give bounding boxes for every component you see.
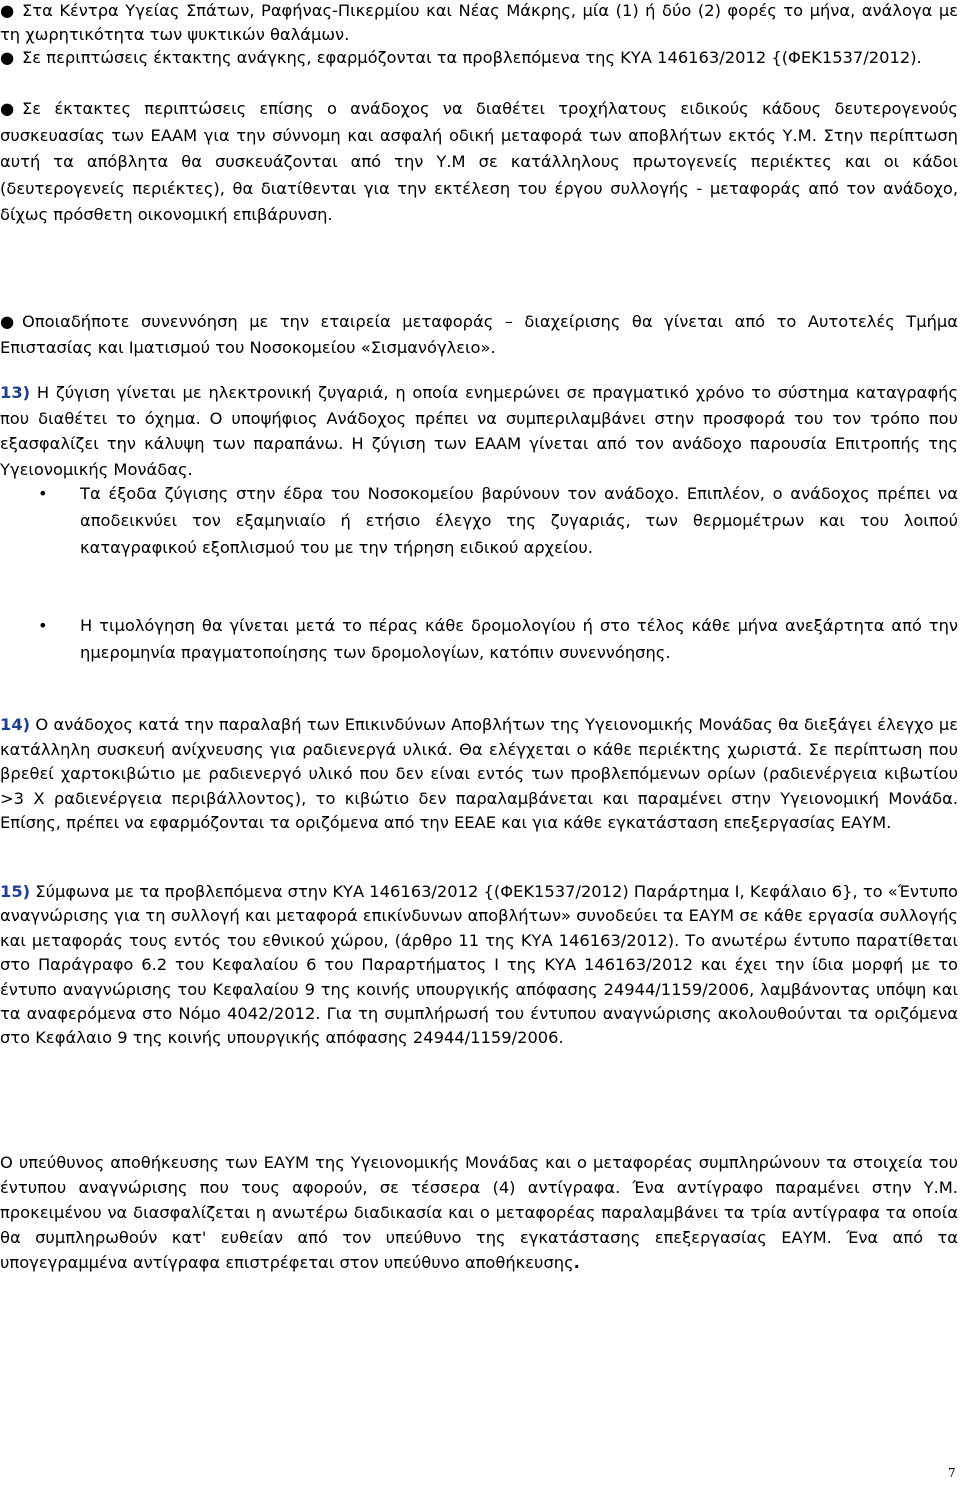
section-number: 15) xyxy=(0,882,31,901)
section-13-paragraph: 13) Η ζύγιση γίνεται με ηλεκτρονική ζυγαριά, η οποία ενημερώνει σε πραγματικό χρόνο το σύστημα καταγραφής που διαθέτει το όχημα. Ο υποψήφιος Ανάδοχος πρέπει να συμπεριλαμβάνει στην προσφορά του τον τρόπο που εξασφαλίζει την κάλυψη των παραπάνω. Η ζύγιση των ΕΑΑΜ γίνεται από τον ανάδοχο παρουσία Επιτροπής της Υγειονομικής Μονάδας. xyxy=(0,383,958,479)
bullet-paragraph-communication: ● Οποιαδήποτε συνεννόηση με την εταιρεία μεταφοράς – διαχείρισης θα γίνεται από το Αυτοτελές Τμήμα Επιστασίας και Ιματισμού του Νοσοκομείου «Σισμανόγλειο». xyxy=(0,309,958,361)
page-number: 7 xyxy=(948,1466,956,1480)
bullet-paragraph-wheeled-bins: ● Σε έκτακτες περιπτώσεις επίσης ο ανάδοχος να διαθέτει τροχήλατους ειδικούς κάδους δευτερογενούς συσκευασίας των ΕΑΑΜ για την σύννομη και ασφαλή οδική μεταφορά των αποβλήτων εκτός Υ.Μ. Στην περίπτωση αυτή τα απόβλητα θα συσκευάζονται από την Υ.Μ σε κατάλληλους πρωτογενείς περιέκτες και οι κάδοι (δευτερογενείς περιέκτες), θα διατίθενται για την εκτέλεση του έργου συλλογής - μεταφοράς από τον ανάδοχο, δίχως πρόσθετη οικονομική επιβάρυνση. xyxy=(0,96,958,229)
bullet-icon: ● xyxy=(0,1,15,20)
bullet-paragraph-emergency: ● Σε περιπτώσεις έκτακτης ανάγκης, εφαρμόζονται τα προβλεπόμενα της ΚΥΑ 146163/2012 {(ΦΕΚ1537/2012). xyxy=(0,46,958,70)
bullet-icon: ● xyxy=(0,48,15,67)
bullet-icon: • xyxy=(38,484,48,503)
section-15-paragraph: 15) Σύμφωνα με τα προβλεπόμενα στην ΚΥΑ 146163/2012 {(ΦΕΚ1537/2012) Παράρτημα Ι, Κεφάλαιο 6}, το «Έντυπο αναγνώρισης για τη συλλογή και μεταφορά επικίνδυνων αποβλήτων» συνοδεύει τα ΕΑΥΜ σε κάθε εργασία συλλογής και μεταφοράς τους εντός του εθνικού χώρου, (άρθρο 11 της ΚΥΑ 146163/2012). Το ανωτέρω έντυπο παρατίθεται στο Παράγραφο 6.2 του Κεφαλαίου 6 του Παραρτήματος Ι της ΚΥΑ 146163/2012 και έχει την ίδια μορφή με το έντυπο αναγνώρισης του Κεφαλαίου 9 της κοινής υπουργικής απόφασης 24944/1159/2006, λαμβάνοντας υπόψη και τα αναφερόμενα στο Νόμο 4042/2012. Για τη συμπλήρωσή του έντυπου αναγνώρισης ακολουθούνται τα οριζόμενα στο Κεφάλαιο 9 της κοινής υπουργικής απόφασης 24944/1159/2006. xyxy=(0,882,958,1048)
bullet-paragraph-weighing-costs: Τα έξοδα ζύγισης στην έδρα του Νοσοκομείου βαρύνουν τον ανάδοχο. Επιπλέον, ο ανάδοχος πρέπει να αποδεικνύει τον εξαμηνιαίο ή ετήσιο έλεγχο της ζυγαριάς, των θερμομέτρων και του λοιπού καταγραφικού εξοπλισμού του με την τήρηση ειδικού αρχείου. xyxy=(80,484,958,557)
bullet-icon: ● xyxy=(0,99,15,118)
responsible-storage-paragraph: Ο υπεύθυνος αποθήκευσης των ΕΑΥΜ της Υγειονομικής Μονάδας και ο μεταφορέας συμπληρώνουν τα στοιχεία του έντυπου αναγνώρισης που τους αφορούν, σε τέσσερα (4) αντίγραφα. Ένα αντίγραφο παραμένει στην Υ.Μ. προκειμένου να διασφαλίζεται η ανωτέρω διαδικασία και ο μεταφορέας παραλαμβάνει τα τρία αντίγραφα τα οποία θα συμπληρωθούν κατ' ευθείαν από τον υπεύθυνο της εγκατάστασης επεξεργασίας ΕΑΥΜ. Ένα από τα υπογεγραμμένα αντίγραφα επιστρέφεται στον υπεύθυνο αποθήκευσης. xyxy=(0,1153,958,1272)
section-number: 14) xyxy=(0,715,31,734)
section-number: 13) xyxy=(0,383,31,402)
bullet-icon: ● xyxy=(0,312,15,331)
section-14-paragraph: 14) Ο ανάδοχος κατά την παραλαβή των Επικινδύνων Αποβλήτων της Υγειονομικής Μονάδας θα διεξάγει έλεγχο με κατάλληλη συσκευή ανίχνευσης για ραδιενεργά υλικά. Θα ελέγχεται ο κάθε περιέκτης χωριστά. Σε περίπτωση που βρεθεί χαρτοκιβώτιο με ραδιενεργό υλικό που δεν είναι εντός των προβλεπόμενων ορίων (ραδιενέργεια κιβωτίου >3 Χ ραδιενέργεια περιβάλλοντος), το κιβώτιο δεν παραλαμβάνεται και παραμένει στην Υγειονομική Μονάδα. Επίσης, πρέπει να εφαρμόζονται τα οριζόμενα από την ΕΕΑΕ και για κάθε εγκατάσταση επεξεργασίας ΕΑΥΜ. xyxy=(0,715,958,832)
bullet-paragraph-invoicing: Η τιμολόγηση θα γίνεται μετά το πέρας κάθε δρομολογίου ή στο τέλος κάθε μήνα ανεξάρτητα από την ημερομηνία πραγματοποίησης των δρομολογίων, κατόπιν συνεννόησης. xyxy=(80,616,958,662)
bullet-icon: • xyxy=(38,616,48,635)
bullet-paragraph-health-centers: ● Στα Κέντρα Υγείας Σπάτων, Ραφήνας-Πικερμίου και Νέας Μάκρης, μία (1) ή δύο (2) φορές το μήνα, ανάλογα με τη χωρητικότητα των ψυκτικών θαλάμων. xyxy=(0,1,958,45)
